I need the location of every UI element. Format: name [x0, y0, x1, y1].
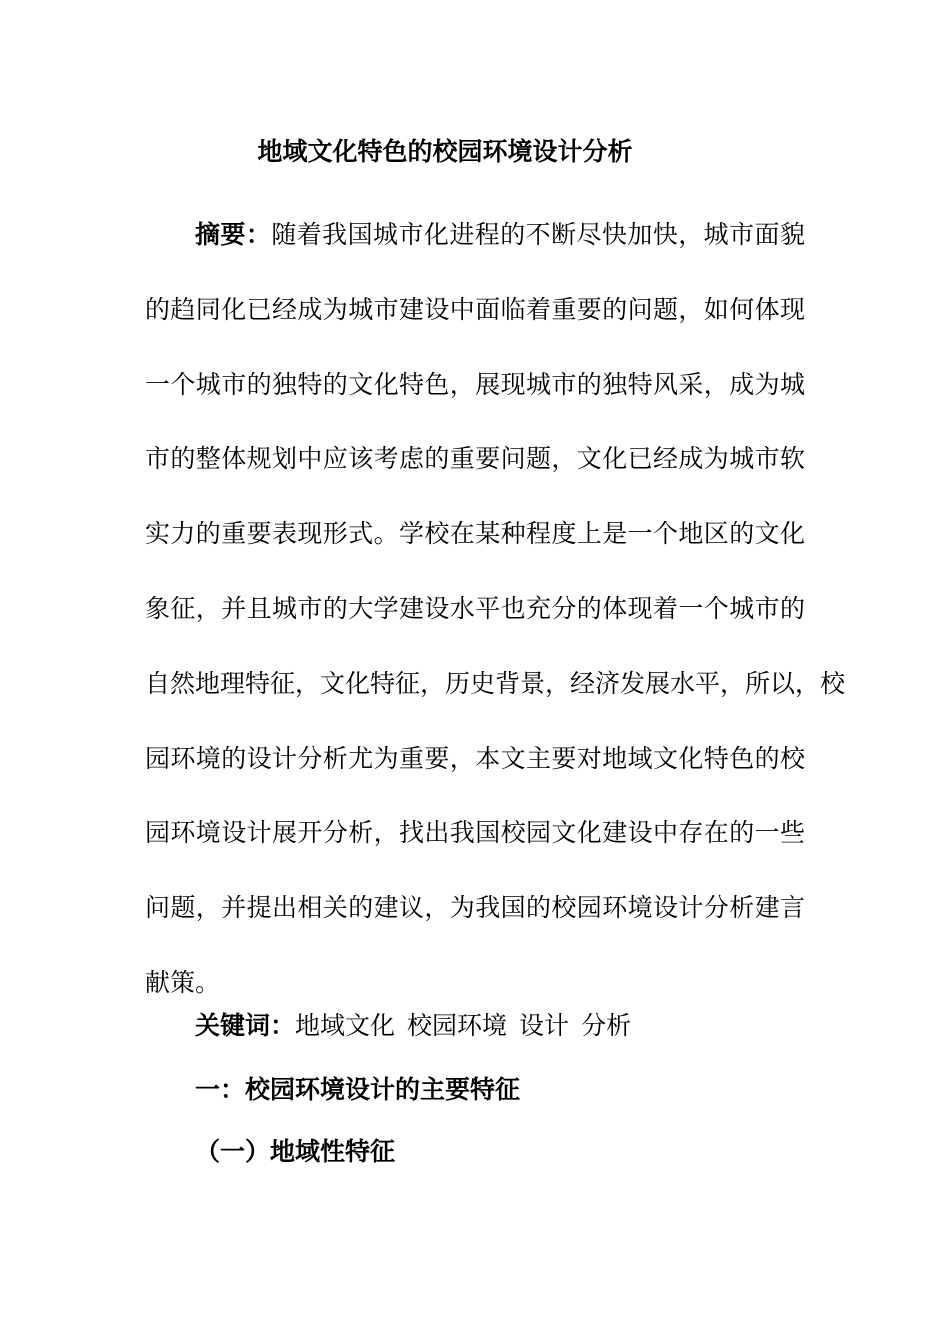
keywords-label: 关键词： [195, 1011, 296, 1040]
abstract-line-text: 随着我国城市化进程的不断尽快加快，城市面貌 [271, 220, 805, 249]
abstract-line: 园环境的设计分析尤为重要，本文主要对地域文化特色的校 [145, 743, 805, 773]
abstract-line: 实力的重要表现形式。学校在某种程度上是一个地区的文化 [145, 519, 805, 549]
abstract-line: 献策。 [145, 967, 221, 997]
keyword: 校园环境 [407, 1011, 508, 1040]
abstract-line: 的趋同化已经成为城市建设中面临着重要的问题，如何体现 [145, 294, 805, 324]
abstract-line: 市的整体规划中应该考虑的重要问题，文化已经成为城市软 [145, 444, 805, 474]
abstract-line: 一个城市的独特的文化特色，展现城市的独特风采，成为城 [145, 369, 805, 399]
abstract-line: 问题，并提出相关的建议，为我国的校园环境设计分析建言 [145, 893, 805, 923]
abstract-line: 自然地理特征，文化特征，历史背景，经济发展水平，所以，校 [145, 668, 846, 698]
keyword: 分析 [581, 1011, 632, 1040]
keyword: 地域文化 [295, 1011, 396, 1040]
keywords-line [195, 1006, 643, 1042]
abstract-line: 园环境设计展开分析，找出我国校园文化建设中存在的一些 [145, 818, 805, 848]
keyword: 设计 [519, 1011, 570, 1040]
abstract-line [145, 198, 805, 273]
abstract-label: 摘要： [195, 220, 272, 249]
subsection-heading: （一）地域性特征 [195, 1137, 396, 1166]
abstract-paragraph [145, 198, 846, 1021]
abstract-line: 象征，并且城市的大学建设水平也充分的体现着一个城市的 [145, 593, 805, 623]
section-heading: 一：校园环境设计的主要特征 [195, 1075, 521, 1104]
document-title: 地域文化特色的校园环境设计分析 [257, 137, 633, 166]
